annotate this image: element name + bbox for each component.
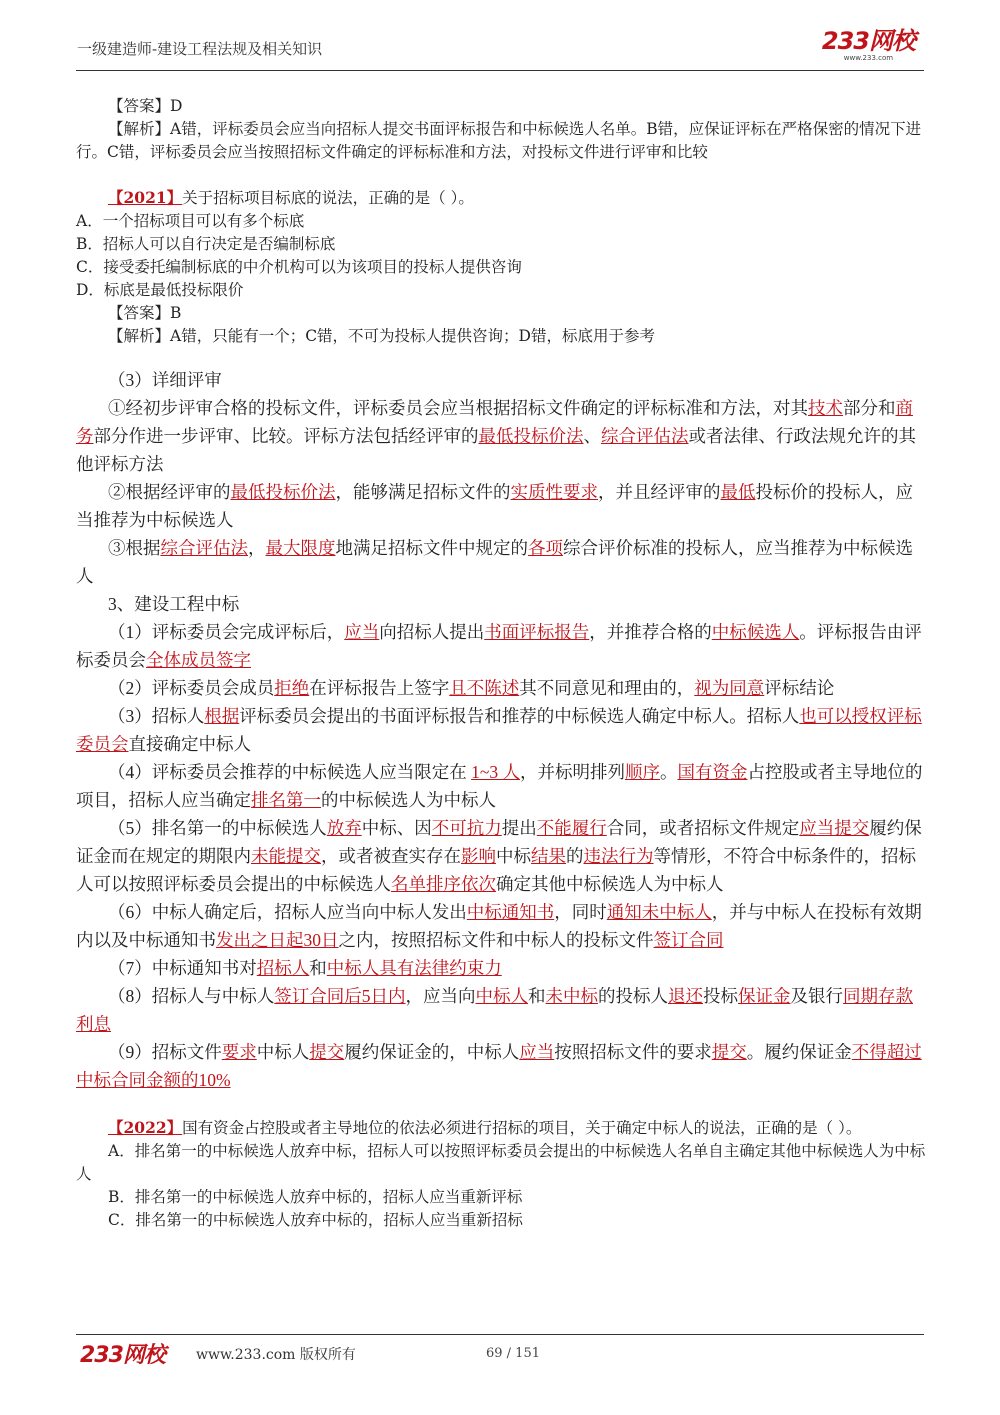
key-term: 也可以授权评标委员会 xyxy=(76,706,922,754)
key-term: 各项 xyxy=(528,538,563,558)
text-segment: （6）中标人确定后，招标人应当向中标人发出 xyxy=(108,902,467,922)
key-term: 商务 xyxy=(76,398,913,446)
key-term: 招标人 xyxy=(256,958,310,978)
option-c: C．接受委托编制标底的中介机构可以为该项目的投标人提供咨询 xyxy=(76,258,522,276)
text-segment: ，或者被查实存在 xyxy=(321,846,461,866)
text-segment: （9）招标文件 xyxy=(108,1042,222,1062)
stem-text: 关于招标项目标底的说法，正确的是（ ）。 xyxy=(182,189,474,207)
key-term: 同期存款利息 xyxy=(76,986,913,1034)
text-segment: ，并与中标人在投标有效期内以及中标通知书 xyxy=(76,902,922,950)
text-segment: 的中标候选人为中标人 xyxy=(321,790,496,810)
key-term: 应当 xyxy=(519,1042,555,1062)
paragraph xyxy=(76,534,926,590)
text-segment: 综合评价标准的投标人，应当推荐为中标候选人 xyxy=(76,538,913,586)
text-segment: 其不同意见和理由的， xyxy=(519,678,695,698)
previous-question-answer xyxy=(76,95,926,164)
option-b: B．排名第一的中标候选人放弃中标的，招标人应当重新评标 xyxy=(108,1188,523,1206)
text-segment: ①经初步评审合格的投标文件，评标委员会应当根据招标文件确定的评标标准和方法，对其 xyxy=(108,398,808,418)
text-segment: 之内，按照招标文件和中标人的投标文件 xyxy=(338,930,654,950)
header-divider xyxy=(76,70,924,71)
text-segment: 或者法律、行政法规允许的其他评标方法 xyxy=(76,426,916,474)
key-term: 最低投标价法 xyxy=(478,426,584,446)
paragraph xyxy=(76,954,926,982)
text-segment: ，并且经评审的 xyxy=(598,482,721,502)
text-segment: 合同，或者招标文件规定 xyxy=(606,818,800,838)
text-segment: （1）评标委员会完成评标后， xyxy=(108,622,345,642)
option-b: B．招标人可以自行决定是否编制标底 xyxy=(76,235,336,253)
stem-text: 国有资金占控股或者主导地位的依法必须进行招标的项目，关于确定中标人的说法，正确的是（ ）。 xyxy=(182,1119,862,1137)
key-term: 保证金 xyxy=(738,986,791,1006)
key-term: 最低投标价法 xyxy=(230,482,336,502)
key-term: 综合评估法 xyxy=(601,426,689,446)
text-segment: 中标 xyxy=(496,846,531,866)
text-segment: ②根据经评审的 xyxy=(108,482,231,502)
footer-logo: 233网校 xyxy=(80,1343,165,1368)
key-term: 退还 xyxy=(668,986,703,1006)
key-term: 书面评标报告 xyxy=(484,622,590,642)
question-2022 xyxy=(76,1116,926,1232)
page-number: 69 / 151 xyxy=(486,1346,540,1361)
key-term: 提交 xyxy=(309,1042,345,1062)
key-term: 技术 xyxy=(808,398,843,418)
text-segment: ，并标明排列 xyxy=(519,762,625,782)
key-term: 发出之日起30日 xyxy=(216,930,339,950)
text-segment: 和 xyxy=(528,986,546,1006)
key-term: 国有资金 xyxy=(677,762,748,782)
year-tag: 【2022】 xyxy=(108,1118,183,1137)
text-segment: 提出 xyxy=(501,818,537,838)
key-term: 全体成员签字 xyxy=(146,650,251,670)
key-term: 未能提交 xyxy=(251,846,321,866)
paragraph xyxy=(76,618,926,674)
text-segment: 评标结论 xyxy=(764,678,835,698)
text-segment: 在评标报告上签字 xyxy=(309,678,450,698)
text-segment: 直接确定中标人 xyxy=(128,734,251,754)
option-a: A．排名第一的中标候选人放弃中标，招标人可以按照评标委员会提出的中标候选人名单自主确定其他中标候选人为中标人 xyxy=(76,1142,926,1183)
page-content xyxy=(76,95,926,1232)
text-segment: （2）评标委员会成员 xyxy=(108,678,275,698)
answer-line: 【答案】B xyxy=(108,304,182,322)
key-term: 不可抗力 xyxy=(431,818,502,838)
key-term: 中标通知书 xyxy=(466,902,555,922)
key-term: 中标人 xyxy=(475,986,528,1006)
text-segment: 履约保证金而在规定的期限内 xyxy=(76,818,922,866)
key-term: 且不陈述 xyxy=(449,678,520,698)
option-c: C．排名第一的中标候选人放弃中标的，招标人应当重新招标 xyxy=(108,1211,523,1229)
paragraph xyxy=(76,758,926,814)
key-term: 放弃 xyxy=(326,818,362,838)
key-term: 名单排序依次 xyxy=(391,874,496,894)
text-segment: ③根据 xyxy=(108,538,161,558)
analysis-line: 【解析】A错，评标委员会应当向招标人提交书面评标报告和中标候选人名单。B错，应保证评标在严格保密的情况下进行。C错，评标委员会应当按照招标文件确定的评标标准和方法，对投标文件进行评审和比较 xyxy=(76,120,922,161)
option-d: D．标底是最低投标限价 xyxy=(76,281,244,299)
section-heading: （3）详细评审 xyxy=(108,370,222,390)
key-term: 中标人具有法律约束力 xyxy=(326,958,502,978)
text-segment: 。 xyxy=(659,762,678,782)
paragraph xyxy=(76,394,926,478)
answer-line: 【答案】D xyxy=(108,97,183,115)
text-segment: ，同时 xyxy=(554,902,607,922)
text-segment: 中标人 xyxy=(256,1042,310,1062)
text-segment: 部分作进一步评审、比较。评标方法包括经评审的 xyxy=(93,426,479,446)
brand-logo xyxy=(822,28,915,62)
key-term: 应当提交 xyxy=(799,818,870,838)
text-segment: （8）招标人与中标人 xyxy=(108,986,275,1006)
key-term: 不能履行 xyxy=(536,818,607,838)
question-stem xyxy=(76,1116,926,1140)
paragraph xyxy=(76,982,926,1038)
paragraph xyxy=(76,814,926,898)
text-segment: ，应当向 xyxy=(405,986,476,1006)
question-2021 xyxy=(76,186,926,348)
document-header-title: 一级建造师-建设工程法规及相关知识 xyxy=(77,40,323,58)
option-a: A．一个招标项目可以有多个标底 xyxy=(76,212,305,230)
text-segment: 。履约保证金 xyxy=(746,1042,852,1062)
text-segment: 等情形，不符合中标条件的，招标人可以按照评标委员会提出的中标候选人 xyxy=(76,846,916,894)
text-segment: （7）中标通知书对 xyxy=(108,958,257,978)
text-segment: 和 xyxy=(309,958,327,978)
section-heading: 3、建设工程中标 xyxy=(108,594,240,614)
logo-text: 233网校 xyxy=(821,27,915,55)
key-term: 拒绝 xyxy=(274,678,310,698)
key-term: 最大限度 xyxy=(265,538,336,558)
key-term: 1~3 人 xyxy=(471,762,520,782)
logo-url: www.233.com xyxy=(843,54,894,62)
text-segment: 按照招标文件的要求 xyxy=(554,1042,712,1062)
analysis-line: 【解析】A错，只能有一个；C错，不可为投标人提供咨询；D错，标底用于参考 xyxy=(108,327,655,345)
text-segment: 的 xyxy=(566,846,584,866)
key-term: 实质性要求 xyxy=(510,482,598,502)
text-segment: 确定其他中标候选人为中标人 xyxy=(496,874,724,894)
key-term: 未中标 xyxy=(545,986,598,1006)
footer-divider xyxy=(76,1334,924,1335)
text-segment: 部分和 xyxy=(843,398,896,418)
key-term: 顺序 xyxy=(624,762,660,782)
text-segment: 地满足招标文件中规定的 xyxy=(335,538,528,558)
detailed-review-section xyxy=(76,366,926,1094)
text-segment: 投标 xyxy=(703,986,738,1006)
key-term: 要求 xyxy=(221,1042,257,1062)
text-segment: （5）排名第一的中标候选人 xyxy=(108,818,327,838)
text-segment: 及银行 xyxy=(790,986,843,1006)
paragraph xyxy=(76,1038,926,1094)
key-term: 最低 xyxy=(720,482,756,502)
key-term: 综合评估法 xyxy=(160,538,248,558)
key-term: 提交 xyxy=(711,1042,747,1062)
key-term: 违法行为 xyxy=(583,846,654,866)
key-term: 影响 xyxy=(461,846,496,866)
text-segment: 评标委员会提出的书面评标报告和推荐的中标候选人确定中标人。招标人 xyxy=(239,706,800,726)
text-segment: ，能够满足招标文件的 xyxy=(335,482,511,502)
key-term: 通知未中标人 xyxy=(606,902,712,922)
paragraph xyxy=(76,702,926,758)
text-segment: 、 xyxy=(583,426,601,446)
text-segment: ， xyxy=(248,538,266,558)
text-segment: 履约保证金的，中标人 xyxy=(344,1042,520,1062)
key-term: 中标候选人 xyxy=(711,622,800,642)
text-segment: （3）招标人 xyxy=(108,706,205,726)
text-segment: 中标、因 xyxy=(361,818,432,838)
key-term: 结果 xyxy=(531,846,566,866)
text-segment: 的投标人 xyxy=(598,986,668,1006)
key-term: 排名第一 xyxy=(251,790,321,810)
key-term: 不得超过中标合同金额的10% xyxy=(76,1042,922,1090)
text-segment: 投标价的投标人，应当推荐为中标候选人 xyxy=(76,482,913,530)
key-term: 视为同意 xyxy=(694,678,765,698)
paragraph xyxy=(76,898,926,954)
key-term: 根据 xyxy=(204,706,240,726)
key-term: 应当 xyxy=(344,622,380,642)
text-segment: 向招标人提出 xyxy=(379,622,485,642)
paragraph xyxy=(76,674,926,702)
text-segment: 占控股或者主导地位的项目，招标人应当确定 xyxy=(76,762,923,810)
key-term: 签订合同 xyxy=(653,930,724,950)
question-stem xyxy=(76,186,926,210)
text-segment: ，并推荐合格的 xyxy=(589,622,712,642)
text-segment: （4）评标委员会推荐的中标候选人应当限定在 xyxy=(108,762,472,782)
key-term: 签订合同后5日内 xyxy=(274,986,406,1006)
paragraph xyxy=(76,478,926,534)
year-tag: 【2021】 xyxy=(108,188,183,207)
text-segment: 。评标报告由评标委员会 xyxy=(76,622,922,670)
footer-copyright: www.233.com 版权所有 xyxy=(196,1347,356,1363)
